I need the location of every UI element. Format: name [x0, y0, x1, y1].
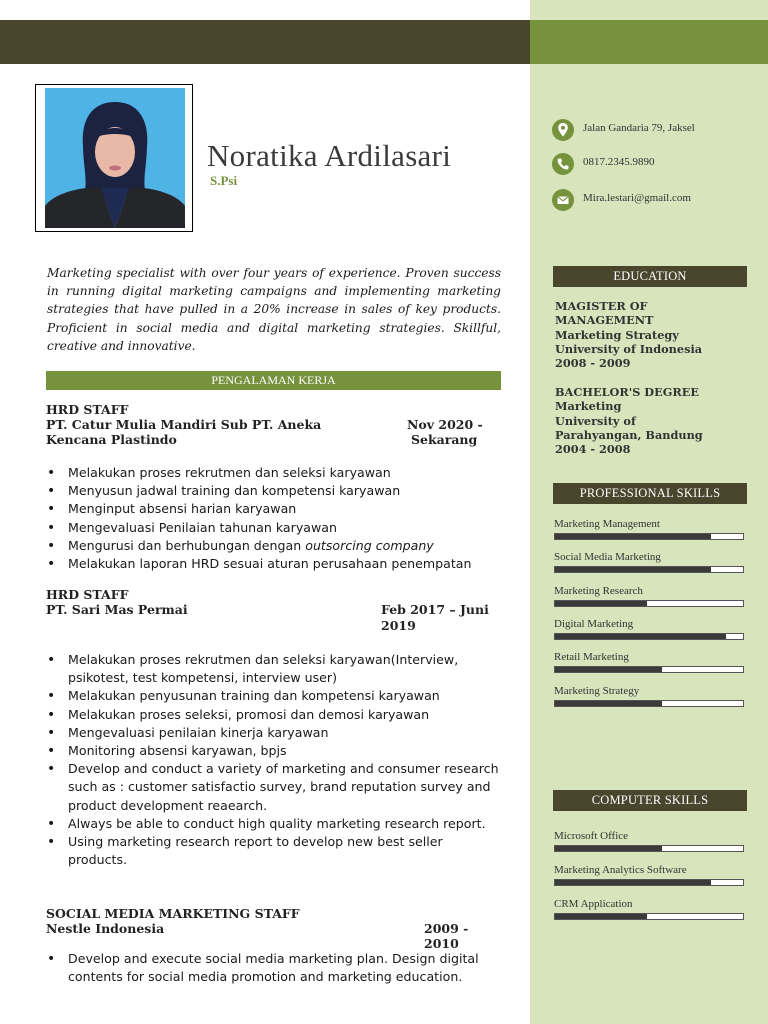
list-item: • Melakukan penyusunan training dan kompetensi karyawan [46, 687, 501, 705]
skill-item [554, 651, 744, 664]
skill-item [554, 551, 744, 564]
education-years: 2008 - 2009 [555, 356, 631, 371]
email-icon [552, 189, 574, 211]
skill-label: CRM Application [554, 898, 633, 910]
skill-label: Marketing Analytics Software [554, 864, 687, 876]
degree-suffix: S.Psi [210, 173, 238, 188]
job-entry [46, 587, 502, 633]
person-portrait-icon [45, 88, 185, 228]
education-school: University of Indonesia [555, 341, 703, 356]
skill-level-bar [554, 600, 744, 607]
education-major: Marketing [555, 399, 622, 414]
phone-text: 0817.2345.9890 [583, 156, 655, 168]
list-item: • Melakukan proses rekrutmen dan seleksi karyawan(Interview, psikotest, test kompetensi, interview user) [46, 651, 501, 687]
skill-label: Marketing Management [554, 518, 660, 530]
job-entry [46, 402, 502, 447]
list-item: • Melakukan laporan HRD sesuai aturan perusahaan penempatan [46, 555, 501, 573]
list-item: • Monitoring absensi karyawan, bpjs [46, 742, 501, 760]
skill-level-bar [554, 913, 744, 920]
address-text: Jalan Gandaria 79, Jaksel [583, 122, 695, 134]
skill-item [554, 898, 744, 911]
job-role: HRD STAFF [46, 587, 129, 602]
skill-level-bar [554, 633, 744, 640]
list-item: • Mengevaluasi penilaian kinerja karyawan [46, 724, 501, 742]
education-degree: MAGISTER OF MANAGEMENT [555, 299, 654, 328]
skill-level-fill [555, 534, 711, 539]
professional-skills-header: PROFESSIONAL SKILLS [553, 483, 747, 504]
duty-italic-text: outsorcing company [305, 537, 434, 553]
skill-label: Social Media Marketing [554, 551, 661, 564]
list-item [46, 537, 501, 555]
profile-summary: Marketing specialist with over four years of experience. Proven success in running digital marketing campaigns and implementing marketing strategies that have pulled in a 20% increase in sales of key products. Proficient in social media and digital marketing strategies. Skillful, creative and innovative. [47, 266, 501, 353]
list-item: • Menginput absensi harian karyawan [46, 500, 501, 518]
job-role: HRD STAFF [46, 402, 129, 417]
list-item: • Melakukan proses seleksi, promosi dan demosi karyawan [46, 706, 501, 724]
skill-level-fill [555, 567, 711, 572]
list-item: • Melakukan proses rekrutmen dan seleksi karyawan [46, 464, 501, 482]
skill-item [554, 685, 744, 698]
computer-skills-header: COMPUTER SKILLS [553, 790, 747, 811]
skill-level-fill [555, 667, 662, 672]
list-item: • Always be able to conduct high quality marketing research report. [46, 815, 501, 833]
job-company: PT. Sari Mas Permai [46, 602, 188, 617]
sidebar-top-band [530, 20, 768, 64]
education-school: University of Parahyangan, Bandung [555, 413, 703, 442]
skill-item [554, 585, 744, 598]
skill-label: Marketing Strategy [554, 684, 640, 697]
skill-item [554, 618, 744, 631]
profile-photo [45, 88, 185, 228]
education-years: 2004 - 2008 [555, 442, 631, 457]
email-text: Mira.lestari@gmail.com [583, 192, 691, 204]
skill-label: Digital Marketing [554, 617, 634, 630]
education-entry [555, 299, 745, 370]
job-date-start: Feb 2017 – Juni [381, 602, 489, 617]
skill-level-fill [555, 846, 662, 851]
skill-level-bar [554, 533, 744, 540]
skill-label: Microsoft Office [554, 830, 629, 842]
skill-level-bar [554, 566, 744, 573]
job-company: PT. Catur Mulia Mandiri Sub PT. Aneka Kencana Plastindo [46, 417, 322, 447]
skill-level-fill [555, 634, 726, 639]
location-pin-icon [552, 119, 574, 141]
job-date-end: Sekarang [411, 432, 478, 447]
job-date: 2009 - 2010 [424, 921, 469, 951]
skill-label: Retail Marketing [554, 651, 629, 664]
job-role: SOCIAL MEDIA MARKETING STAFF [46, 906, 300, 921]
skill-level-bar [554, 700, 744, 707]
header-band [0, 20, 530, 64]
list-item: • Develop and execute social media marketing plan. Design digital contents for social media promotion and marketing education. [46, 950, 501, 986]
skill-item [554, 518, 744, 531]
skill-level-bar [554, 879, 744, 886]
skill-level-fill [555, 880, 711, 885]
skill-level-bar [554, 666, 744, 673]
education-degree: BACHELOR'S DEGREE [555, 385, 699, 399]
job-entry [46, 906, 502, 951]
education-entry [555, 385, 725, 456]
skill-item [554, 864, 744, 877]
skill-level-bar [554, 845, 744, 852]
skill-label: Marketing Research [554, 584, 643, 597]
job-date-end: 2019 [381, 618, 416, 633]
list-item: • Mengevaluasi Penilaian tahunan karyawan [46, 519, 501, 537]
phone-icon [552, 153, 574, 175]
job-duties-list [46, 464, 501, 573]
job-company: Nestle Indonesia [46, 921, 165, 936]
education-section-header: EDUCATION [553, 266, 747, 287]
skill-level-fill [555, 914, 647, 919]
list-item: • Using marketing research report to develop new best seller products. [46, 833, 501, 869]
job-duties-list [46, 651, 501, 869]
page-fade [0, 988, 530, 1024]
duty-text: Mengurusi dan berhubungan dengan [68, 537, 302, 553]
skill-item [554, 830, 744, 843]
profile-photo-frame [35, 84, 193, 232]
job-date-start: Nov 2020 - [407, 417, 483, 432]
skill-level-fill [555, 601, 647, 606]
list-item: • Develop and conduct a variety of marketing and consumer research such as : customer satisfactio survey, brand reputation survey and product development reaearch. [46, 760, 501, 815]
candidate-name: Noratika Ardilasari [207, 138, 452, 173]
skill-level-fill [555, 701, 662, 706]
job-duties-list [46, 950, 501, 986]
education-major: Marketing Strategy [555, 327, 679, 342]
list-item: • Menyusun jadwal training dan kompetensi karyawan [46, 482, 501, 500]
experience-section-header: PENGALAMAN KERJA [46, 371, 501, 390]
